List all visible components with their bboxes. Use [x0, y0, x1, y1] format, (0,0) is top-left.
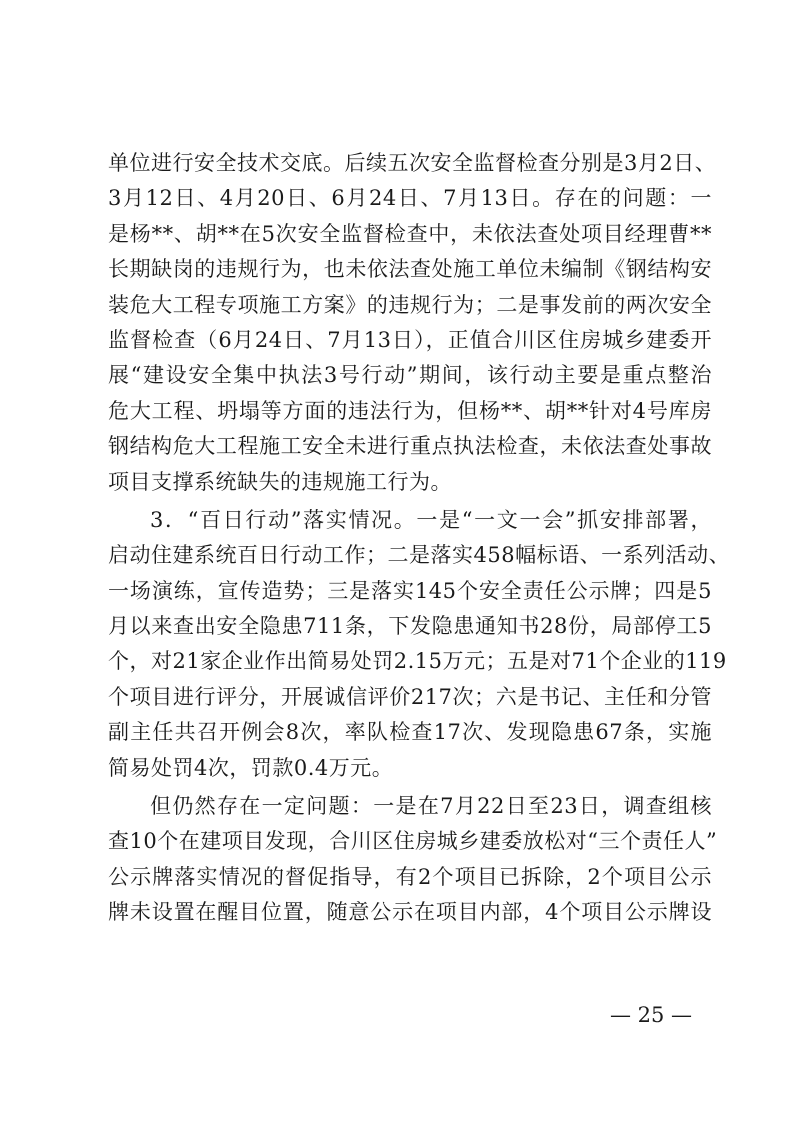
paragraph-inspection-issues — [108, 146, 717, 500]
body-text — [108, 146, 731, 931]
text-line: 危大工程、坍塌等方面的违法行为，但杨**、胡**针对4号库房 — [108, 398, 712, 423]
text-line: 3．“百日行动”落实情况。一是“一文一会”抓安排部署， — [150, 507, 712, 532]
text-line: 副主任共召开例会8次，率队检查17次、发现隐患67条，实施 — [108, 720, 712, 745]
text-line: 简易处罚4次，罚款0.4万元。 — [108, 755, 394, 780]
paragraph-hundred-day-action — [108, 503, 731, 786]
text-line: 长期缺岗的违规行为，也未依法查处施工单位未编制《钢结构安 — [108, 257, 712, 282]
page-number: — 25 — — [609, 1003, 693, 1027]
text-line: 3月12日、4月20日、6月24日、7月13日。存在的问题：一 — [108, 186, 712, 211]
text-line: 项目支撑系统缺失的违规施工行为。 — [108, 469, 452, 494]
text-line: 展“建设安全集中执法3号行动”期间，该行动主要是重点整治 — [108, 363, 712, 388]
text-line: 个，对21家企业作出简易处罚2.15万元；五是对71个企业的119 — [108, 649, 727, 674]
text-line: 个项目进行评分，开展诚信评价217次；六是书记、主任和分管 — [108, 684, 712, 709]
text-line: 一场演练，宣传造势；三是落实145个安全责任公示牌；四是5 — [108, 578, 712, 603]
text-line: 启动住建系统百日行动工作；二是落实458幅标语、一系列活动、 — [108, 543, 731, 568]
text-line: 月以来查出安全隐患711条，下发隐患通知书28份，局部停工5 — [108, 614, 712, 639]
text-line: 装危大工程专项施工方案》的违规行为；二是事发前的两次安全 — [108, 292, 712, 317]
text-line: 钢结构危大工程施工安全未进行重点执法检查，未依法查处事故 — [108, 434, 712, 459]
text-line: 牌未设置在醒目位置，随意公示在项目内部，4个项目公示牌设 — [108, 900, 712, 925]
paragraph-remaining-problems — [108, 789, 718, 931]
text-line: 查10个在建项目发现，合川区住房城乡建委放松对“三个责任人” — [108, 829, 718, 854]
text-line: 单位进行安全技术交底。后续五次安全监督检查分别是3月2日、 — [108, 151, 717, 175]
text-line: 但仍然存在一定问题：一是在7月22日至23日，调查组核 — [150, 794, 712, 819]
text-line: 公示牌落实情况的督促指导，有2个项目已拆除，2个项目公示 — [108, 864, 712, 889]
text-line: 监督检查（6月24日、7月13日），正值合川区住房城乡建委开 — [108, 327, 712, 352]
text-line: 是杨**、胡**在5次安全监督检查中，未依法查处项目经理曹** — [108, 221, 712, 246]
